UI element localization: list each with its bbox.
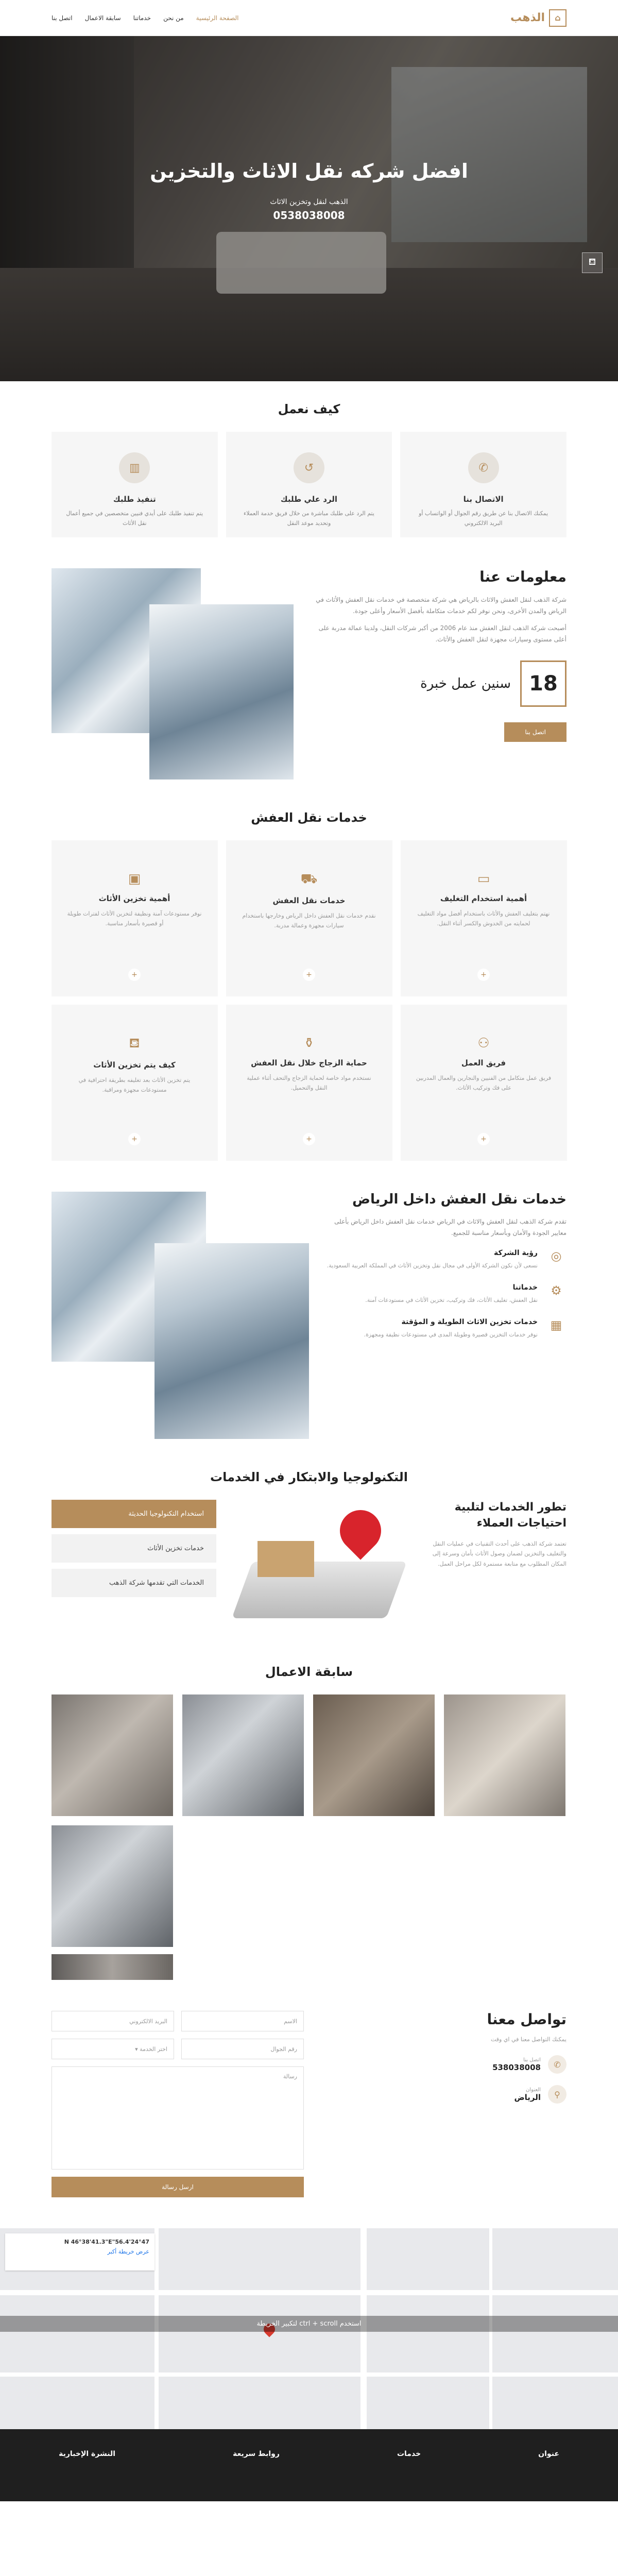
service-text: نقدم خدمات نقل العفش داخل الرياض وخارجها باستخدام سيارات مجهزة وعمالة مدربة. bbox=[242, 912, 376, 929]
feature-title: خدمات تخزين الاثاث الطويلة و المؤقتة bbox=[401, 1317, 538, 1326]
years-block bbox=[309, 660, 566, 707]
years-number: 18 bbox=[520, 660, 566, 707]
services-title: خدمات نقل العفش bbox=[251, 810, 367, 825]
about-paragraph: شركة الذهب لنقل العفش والاثاث بالرياض هي شركة متخصصة في خدمات نقل العفش والأثاث في الرياض والمدن الأخرى، ونحن نوفر لكم خدمات متكاملة بأفضل الأسعار وأعلى جودة. bbox=[316, 596, 566, 615]
chevron-down-icon: ▾ bbox=[135, 2045, 138, 2053]
riyadh-intro: تقدم شركة الذهب لنقل العفش والاثاث في الرياض خدمات نقل العفش داخل الرياض بأعلى معايير الجودة والأمان وبأسعار مناسبة للجميع. bbox=[334, 1218, 566, 1236]
storage-icon: ▦ bbox=[550, 1317, 562, 1332]
plus-icon[interactable]: + bbox=[303, 969, 315, 981]
service-card bbox=[401, 1005, 567, 1161]
about-title: معلومات عنا bbox=[479, 568, 566, 585]
logo-text: الذهب bbox=[510, 11, 545, 24]
nav-home[interactable]: الصفحة الرئيسية bbox=[196, 14, 239, 22]
service-card bbox=[52, 1005, 218, 1161]
feature-text: نسعى لأن نكون الشركة الأولى في مجال نقل وتخزين الأثاث في المملكة العربية السعودية. bbox=[327, 1262, 538, 1269]
phone-value: 538038008 bbox=[492, 2062, 541, 2072]
service-title: فريق العمل bbox=[461, 1058, 506, 1067]
tab-technology[interactable]: استخدام التكنولوجيا الحديثة bbox=[52, 1500, 216, 1528]
portfolio-photo[interactable] bbox=[444, 1694, 565, 1816]
tech-text bbox=[417, 1500, 566, 1634]
service-card bbox=[401, 840, 567, 996]
sofa-icon[interactable]: ⛾ bbox=[582, 252, 603, 273]
service-select-value: اختر الخدمة bbox=[140, 2045, 167, 2053]
service-title: أهمية تخزين الأثاث bbox=[98, 894, 170, 903]
map-hint: استخدم ctrl + scroll لتكبير الخريطة bbox=[0, 2316, 618, 2332]
how-card-text: يمكنك الاتصال بنا عن طريق رقم الجوال أو الواتساب أو البريد الالكتروني bbox=[419, 510, 548, 527]
about-section bbox=[52, 568, 566, 779]
building-image bbox=[149, 604, 294, 779]
address-label: العنوان bbox=[526, 2087, 541, 2093]
tab-storage[interactable]: خدمات تخزين الأثاث bbox=[52, 1534, 216, 1563]
tech-section bbox=[52, 1500, 566, 1634]
map-road bbox=[0, 2372, 618, 2377]
contact-info bbox=[433, 2011, 566, 2197]
portfolio-photo[interactable] bbox=[182, 1694, 304, 1816]
contact-title: تواصل معنا bbox=[487, 2011, 566, 2028]
service-title: كيف يتم تخزين الأثاث bbox=[93, 1060, 176, 1070]
contact-phone[interactable] bbox=[433, 2055, 566, 2074]
tech-heading: تطور الخدمات لتلبية احتياجات العملاء bbox=[454, 1501, 566, 1530]
services-grid bbox=[52, 840, 566, 1161]
location-icon: ⚲ bbox=[548, 2085, 566, 2104]
sofa-icon: ⛾ bbox=[129, 1036, 140, 1051]
service-title: أهمية استخدام التغليف bbox=[440, 894, 527, 903]
feature-text: نقل العفش، تغليف الأثاث، فك وتركيب، تخزين الأثاث في مستودعات آمنة. bbox=[365, 1296, 538, 1303]
building-icon: ▥ bbox=[119, 452, 150, 483]
footer-col-title: روابط سريعة bbox=[233, 2450, 280, 2458]
service-card bbox=[52, 840, 218, 996]
email-input[interactable]: البريد الالكتروني bbox=[52, 2011, 174, 2031]
about-image bbox=[52, 568, 294, 779]
history-icon: ↺ bbox=[294, 452, 324, 483]
boxes-image bbox=[258, 1541, 314, 1577]
map-pin-icon bbox=[331, 1501, 389, 1560]
footer-col-title: خدمات bbox=[397, 2450, 421, 2458]
gears-icon: ⚙ bbox=[551, 1283, 562, 1298]
nav-portfolio[interactable]: سابقة الاعمال bbox=[84, 14, 121, 22]
hero-section bbox=[0, 36, 618, 381]
contact-subtitle: يمكنك التواصل معنا في اي وقت bbox=[490, 2036, 566, 2043]
map-road bbox=[0, 2290, 618, 2295]
service-text: نهتم بتغليف العفش والأثاث باستخدام أفضل مواد التغليف لحمايته من الخدوش والكسر أثناء النقل. bbox=[417, 910, 550, 927]
how-card-title: تنفيذ طلبك bbox=[113, 495, 156, 504]
name-input[interactable]: الاسم bbox=[181, 2011, 304, 2031]
team-icon: ⚇ bbox=[477, 1036, 490, 1051]
riyadh-section bbox=[52, 1192, 566, 1439]
service-text: نستخدم مواد خاصة لحماية الزجاج والتحف أثناء عملية النقل والتحميل. bbox=[247, 1075, 371, 1091]
logo[interactable] bbox=[510, 9, 566, 27]
how-cards bbox=[52, 432, 566, 537]
logo-icon: ⌂ bbox=[549, 9, 566, 27]
tech-tabs bbox=[52, 1500, 216, 1603]
contact-section bbox=[52, 2011, 566, 2197]
service-title: خدمات نقل العفش bbox=[272, 896, 346, 905]
service-select[interactable] bbox=[52, 2039, 174, 2059]
contact-form bbox=[52, 2011, 304, 2197]
feature-title: خدماتنا bbox=[512, 1283, 538, 1292]
service-text: يتم تخزين الأثاث بعد تغليفه بطريقة احترافية في مستودعات مجهزة ومراقبة. bbox=[78, 1077, 191, 1093]
nav-about[interactable]: من نحن bbox=[163, 14, 184, 22]
riyadh-image bbox=[52, 1192, 309, 1439]
tech-paragraph: تعتمد شركة الذهب على أحدث التقنيات في عمليات النقل والتغليف والتخزين لضمان وصول الأثاث بأمان وسرعة إلى المكان المطلوب مع متابعة مستمرة لكل مراحل العمل. bbox=[432, 1540, 566, 1568]
map-info-card bbox=[5, 2233, 154, 2270]
how-card-contact bbox=[400, 432, 566, 537]
feature-item bbox=[324, 1249, 566, 1271]
years-label: سنين عمل خبرة bbox=[420, 676, 511, 692]
portfolio-photo[interactable] bbox=[52, 1954, 173, 1980]
footer-col-title: عنوان bbox=[538, 2450, 559, 2458]
plus-icon[interactable]: + bbox=[477, 1133, 490, 1145]
about-paragraph: أصبحت شركة الذهب لنقل العفش منذ عام 2006 من أكبر شركات النقل، ولدينا عمالة مدربة على أعلى مستوى وسيارات مجهزة لنقل العفش والأثاث. bbox=[318, 624, 566, 643]
map-embed[interactable] bbox=[0, 2228, 618, 2429]
how-card-execute bbox=[52, 432, 218, 537]
map-larger-link[interactable]: عرض خريطة أكبر bbox=[107, 2248, 149, 2255]
contact-address bbox=[433, 2085, 566, 2104]
plus-icon[interactable]: + bbox=[128, 969, 141, 981]
feature-text: نوفر خدمات التخزين قصيرة وطويلة المدى في مستودعات نظيفة ومجهزة. bbox=[364, 1331, 538, 1338]
nav-services[interactable]: خدماتنا bbox=[133, 14, 151, 22]
about-contact-button[interactable]: اتصل بنا bbox=[504, 722, 566, 742]
phone-label: اتصل بنا bbox=[523, 2057, 541, 2063]
how-card-title: الرد علي طلبك bbox=[280, 495, 338, 504]
vision-icon: ◎ bbox=[551, 1249, 562, 1264]
how-title: كيف نعمل bbox=[278, 402, 340, 416]
feature-title: رؤية الشركة bbox=[493, 1249, 538, 1258]
phone-icon: ✆ bbox=[548, 2055, 566, 2074]
riyadh-title: خدمات نقل العفش داخل الرياض bbox=[352, 1192, 566, 1207]
laptop-icon: ▭ bbox=[477, 871, 490, 887]
building-image bbox=[154, 1243, 309, 1439]
site-header bbox=[0, 0, 618, 36]
glass-icon: ⚱ bbox=[303, 1036, 315, 1051]
portfolio-grid bbox=[52, 1694, 566, 1947]
site-footer bbox=[0, 2429, 618, 2501]
how-card-reply bbox=[226, 432, 392, 537]
hero-phone[interactable]: 0538038008 bbox=[273, 209, 345, 222]
message-textarea[interactable]: رسالة bbox=[52, 2066, 304, 2170]
hero-subtitle: الذهب لنقل وتخزين الاثاث bbox=[270, 198, 348, 206]
nav-contact[interactable]: اتصل بنا bbox=[52, 14, 73, 22]
portfolio-photo[interactable] bbox=[52, 1825, 173, 1947]
service-title: حماية الزجاج خلال نقل العفش bbox=[251, 1058, 367, 1067]
tech-content bbox=[237, 1500, 566, 1634]
portfolio-photo[interactable] bbox=[52, 1694, 173, 1816]
box-icon: ▣ bbox=[128, 871, 141, 887]
address-value: الرياض bbox=[514, 2092, 541, 2102]
hero-text bbox=[0, 160, 618, 222]
service-text: فريق عمل متكامل من الفنيين والنجارين والعمال المدربين على فك وتركيب الأثاث. bbox=[416, 1075, 552, 1091]
truck-icon: ⛟ bbox=[300, 871, 318, 887]
portfolio-title: سابقة الاعمال bbox=[265, 1665, 353, 1679]
plus-icon[interactable]: + bbox=[477, 969, 490, 981]
submit-button[interactable]: ارسل رسالة bbox=[52, 2177, 304, 2197]
how-card-text: يتم تنفيذ طلبك على أيدي فنيين متخصصين في جميع أعمال نقل الأثاث bbox=[66, 510, 203, 527]
tech-title: التكنولوجيا والابتكار في الخدمات bbox=[210, 1470, 408, 1484]
how-card-title: الاتصال بنا bbox=[463, 495, 504, 504]
main-nav bbox=[52, 14, 238, 22]
service-text: نوفر مستودعات آمنة ونظيفة لتخزين الأثاث لفترات طويلة أو قصيرة بأسعار مناسبة. bbox=[67, 910, 202, 927]
riyadh-text bbox=[324, 1192, 566, 1439]
plus-icon[interactable]: + bbox=[303, 1133, 315, 1145]
service-card bbox=[226, 1005, 392, 1161]
portfolio-photo[interactable] bbox=[313, 1694, 435, 1816]
feature-item bbox=[324, 1318, 566, 1340]
footer-col-title: النشرة الإخبارية bbox=[59, 2450, 116, 2458]
plus-icon[interactable]: + bbox=[128, 1133, 141, 1145]
hero-title: افضل شركه نقل الاثاث والتخزين bbox=[150, 160, 468, 182]
delivery-image bbox=[237, 1500, 407, 1634]
tab-services[interactable]: الخدمات التي تقدمها شركة الذهب bbox=[52, 1569, 216, 1597]
how-card-text: يتم الرد على طلبك مباشرة من خلال فريق خدمة العملاء وتحديد موعد النقل bbox=[244, 510, 374, 527]
phone-icon: ✆ bbox=[468, 452, 499, 483]
about-text bbox=[309, 568, 566, 779]
map-coordinates: 24°47'56.4"N 46°38'41.3"E bbox=[64, 2239, 149, 2245]
feature-item bbox=[324, 1283, 566, 1306]
phone-input[interactable]: رقم الجوال bbox=[181, 2039, 304, 2059]
service-card bbox=[226, 840, 392, 996]
